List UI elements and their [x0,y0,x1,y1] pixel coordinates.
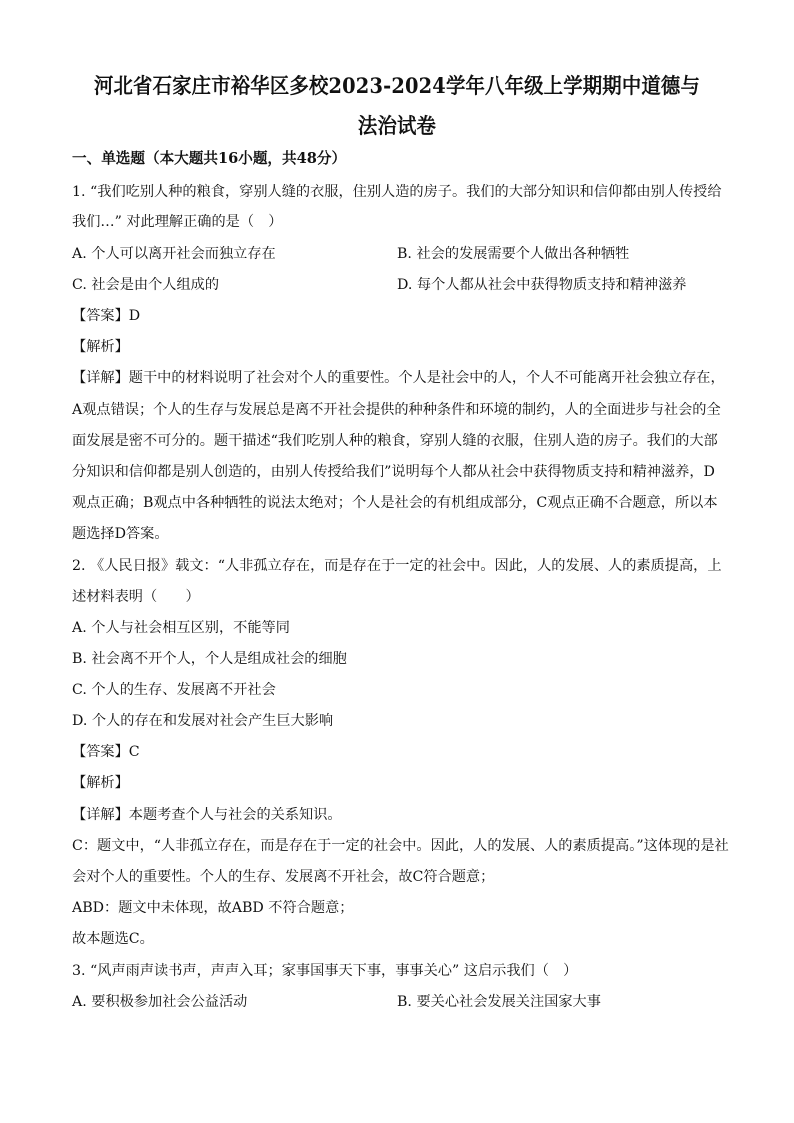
q3-option-b: B. 要关心社会发展关注国家大事 [397,994,601,1010]
q2-detail-line-2: C：题文中，“人非孤立存在，而是存在于一定的社会中。因此，人的发展、人的素质提高。”这体现的是社 [72,838,729,854]
q2-option-b: B. 社会离不开个人，个人是组成社会的细胞 [72,651,347,667]
q1-option-c: C. 社会是由个人组成的 [72,277,220,293]
q1-option-d: D. 每个人都从社会中获得物质支持和精神滋养 [397,277,687,293]
detail-tag: 【详解】 [72,807,129,823]
q1-detail-line-1 [72,369,725,387]
q2-stem-line-1: 2. 《人民日报》载文：“人非孤立存在，而是存在于一定的社会中。因此，人的发展、人的素质提高，上 [72,558,722,574]
exam-title-line-1: 河北省石家庄市裕华区多校2023-2024学年八年级上学期期中道德与 [93,73,701,98]
exam-title-line-2: 法治试卷 [357,113,437,138]
q1-option-b: B. 社会的发展需要个人做出各种牺牲 [397,246,630,262]
q1-stem-line-1: 1. “我们吃别人种的粮食，穿别人缝的衣服，住别人造的房子。我们的大部分知识和信仰都由别人传授给 [72,184,722,200]
q2-detail-line-3: 会对个人的重要性。个人的生存、发展离不开社会，故C符合题意； [72,869,495,885]
q1-analysis-tag: 【解析】 [72,339,129,355]
q2-analysis-tag: 【解析】 [72,775,129,791]
q2-option-a: A. 个人与社会相互区别，不能等同 [72,620,290,636]
q3-option-a: A. 要积极参加社会公益活动 [72,994,248,1010]
q2-detail-text-1: 本题考查个人与社会的关系知识。 [128,807,342,823]
q2-option-c: C. 个人的生存、发展离不开社会 [72,682,276,698]
q3-stem-line-1: 3. “风声雨声读书声，声声入耳；家事国事天下事，事事关心” 这启示我们（ ） [72,963,578,979]
answer-tag: 【答案】 [72,744,129,760]
q1-detail-line-6: 题选择D答案。 [72,526,169,542]
q1-detail-line-5: 观点正确；B观点中各种牺牲的说法太绝对；个人是社会的有机组成部分，C观点正确不合题意，所以本 [72,495,718,511]
q1-detail-text-1: 题干中的材料说明了社会对个人的重要性。个人是社会中的人，个人不可能离开社会独立存在， [128,370,725,386]
section-heading-single-choice: 一、单选题（本大题共16小题，共48分） [72,150,347,167]
q1-answer [72,307,140,325]
q1-stem-line-2: 我们…” 对此理解正确的是（ ） [72,214,283,230]
q1-detail-line-3: 面发展是密不可分的。题干描述“我们吃别人种的粮食，穿别人缝的衣服，住别人造的房子。我们的大部 [72,433,718,449]
q2-answer-value: C [128,744,140,760]
q1-detail-line-4: 分知识和信仰都是别人创造的，由别人传授给我们”说明每个人都从社会中获得物质支持和精神滋养，D [72,464,715,480]
q2-detail-line-1 [72,806,342,824]
q1-answer-value: D [128,308,141,324]
q1-option-a: A. 个人可以离开社会而独立存在 [72,246,276,262]
q2-answer [72,743,140,761]
q2-stem-line-2: 述材料表明（ ） [72,589,200,605]
answer-tag: 【答案】 [72,308,129,324]
detail-tag: 【详解】 [72,370,129,386]
q1-detail-line-2: A观点错误；个人的生存与发展总是离不开社会提供的种种条件和环境的制约，人的全面进步与社会的全 [72,402,721,418]
q2-option-d: D. 个人的存在和发展对社会产生巨大影响 [72,713,334,729]
q2-detail-line-4: ABD：题文中未体现，故ABD 不符合题意； [72,900,354,916]
q2-detail-line-5: 故本题选C。 [72,931,154,947]
